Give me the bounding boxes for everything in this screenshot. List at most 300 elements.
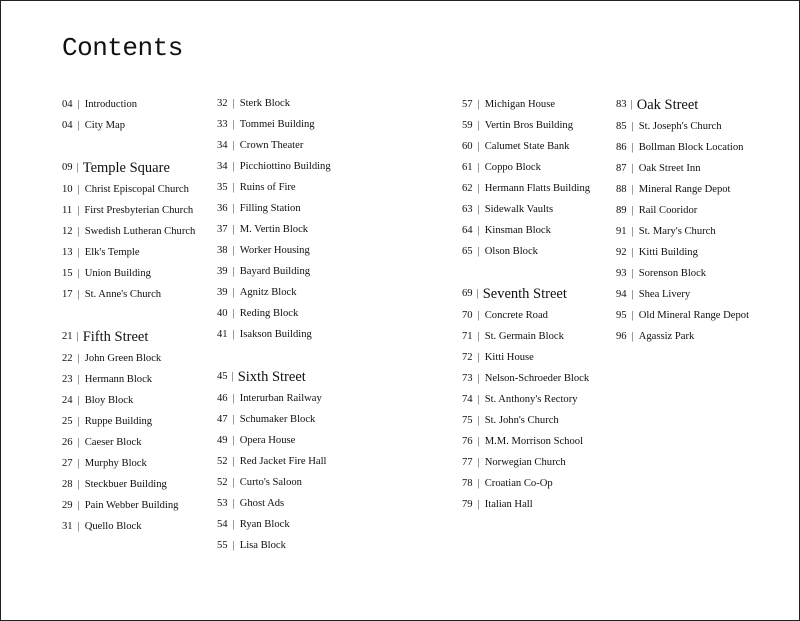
separator-bar: | bbox=[477, 415, 480, 426]
entry-title: Kitti Building bbox=[638, 247, 698, 258]
entry-title: Michigan House bbox=[484, 99, 556, 110]
toc-entry[interactable] bbox=[462, 241, 590, 262]
entry-title: Elk's Temple bbox=[84, 247, 140, 258]
page-number: 77 bbox=[462, 457, 473, 468]
page-number: 17 bbox=[62, 289, 73, 300]
entry-title: Coppo Block bbox=[484, 162, 541, 173]
toc-entry[interactable] bbox=[462, 115, 590, 136]
entry-title: Croatian Co-Op bbox=[484, 478, 553, 489]
separator-bar: | bbox=[77, 521, 80, 532]
entry-title: Nelson-Schroeder Block bbox=[484, 373, 590, 384]
entry-title: Ruins of Fire bbox=[239, 182, 296, 193]
page-number: 09 bbox=[62, 162, 73, 173]
toc-entry[interactable] bbox=[217, 409, 331, 430]
separator-bar: | bbox=[631, 184, 634, 195]
separator-bar: | bbox=[232, 519, 235, 530]
section-gap bbox=[462, 262, 590, 283]
separator-bar: | bbox=[477, 499, 480, 510]
separator-bar: | bbox=[631, 289, 634, 300]
separator-bar: | bbox=[232, 540, 235, 551]
separator-bar: | bbox=[232, 140, 235, 151]
toc-entry[interactable] bbox=[62, 200, 195, 221]
page-number: 10 bbox=[62, 184, 73, 195]
separator-bar: | bbox=[76, 162, 79, 173]
separator-bar: | bbox=[477, 331, 480, 342]
separator-bar: | bbox=[76, 331, 79, 342]
separator-bar: | bbox=[232, 329, 235, 340]
page-number: 89 bbox=[616, 205, 627, 216]
entry-title: Bollman Block Location bbox=[638, 142, 744, 153]
toc-entry[interactable] bbox=[62, 474, 195, 495]
separator-bar: | bbox=[630, 99, 633, 110]
separator-bar: | bbox=[77, 289, 80, 300]
page-number: 95 bbox=[616, 310, 627, 321]
section-title: Sixth Street bbox=[237, 369, 306, 385]
entry-title: Ruppe Building bbox=[84, 416, 153, 427]
page-number: 33 bbox=[217, 119, 228, 130]
page-number: 54 bbox=[217, 519, 228, 530]
page-number: 28 bbox=[62, 479, 73, 490]
toc-entry[interactable] bbox=[217, 493, 331, 514]
page-number: 13 bbox=[62, 247, 73, 258]
page-number: 71 bbox=[462, 331, 473, 342]
entry-title: Shea Livery bbox=[638, 289, 691, 300]
entry-title: Norwegian Church bbox=[484, 457, 566, 468]
entry-title: Oak Street Inn bbox=[638, 163, 701, 174]
toc-entry[interactable] bbox=[62, 179, 195, 200]
page-number: 22 bbox=[62, 353, 73, 364]
separator-bar: | bbox=[477, 141, 480, 152]
toc-entry[interactable] bbox=[217, 535, 331, 556]
entry-title: Bloy Block bbox=[84, 395, 134, 406]
toc-column-1 bbox=[62, 94, 195, 537]
section-title: Temple Square bbox=[82, 160, 170, 176]
toc-block bbox=[462, 94, 590, 262]
entry-title: Old Mineral Range Depot bbox=[638, 310, 750, 321]
entry-title: Calumet State Bank bbox=[484, 141, 570, 152]
toc-entry[interactable] bbox=[616, 326, 749, 347]
separator-bar: | bbox=[631, 268, 634, 279]
separator-bar: | bbox=[77, 395, 80, 406]
section-gap bbox=[62, 136, 195, 157]
entry-title: Bayard Building bbox=[239, 266, 311, 277]
entry-title: Italian Hall bbox=[484, 499, 533, 510]
toc-entry[interactable] bbox=[462, 410, 590, 431]
entry-title: Pain Webber Building bbox=[84, 500, 179, 511]
page-number: 93 bbox=[616, 268, 627, 279]
toc-entry[interactable] bbox=[62, 432, 195, 453]
entry-title: Quello Block bbox=[84, 521, 142, 532]
separator-bar: | bbox=[631, 163, 634, 174]
page-number: 79 bbox=[462, 499, 473, 510]
toc-block bbox=[217, 366, 331, 556]
page-number: 88 bbox=[616, 184, 627, 195]
toc-entry[interactable] bbox=[217, 514, 331, 535]
toc-entry[interactable] bbox=[217, 430, 331, 451]
entry-title: Crown Theater bbox=[239, 140, 304, 151]
toc-entry[interactable] bbox=[62, 221, 195, 242]
entry-title: Concrete Road bbox=[484, 310, 548, 321]
toc-entry[interactable] bbox=[616, 116, 749, 137]
entry-title: Introduction bbox=[84, 99, 138, 110]
entry-title: Worker Housing bbox=[239, 245, 310, 256]
separator-bar: | bbox=[232, 182, 235, 193]
entry-title: Tommei Building bbox=[239, 119, 315, 130]
section-gap bbox=[217, 345, 331, 366]
entry-title: Hermann Flatts Building bbox=[484, 183, 591, 194]
entry-title: Red Jacket Fire Hall bbox=[239, 456, 327, 467]
toc-entry[interactable] bbox=[462, 136, 590, 157]
entry-title: St. Anne's Church bbox=[84, 289, 162, 300]
toc-entry[interactable] bbox=[616, 137, 749, 158]
toc-entry[interactable] bbox=[62, 453, 195, 474]
toc-entry[interactable] bbox=[462, 368, 590, 389]
page-title: Contents bbox=[62, 33, 183, 63]
toc-entry[interactable] bbox=[462, 452, 590, 473]
page-number: 26 bbox=[62, 437, 73, 448]
page-number: 36 bbox=[217, 203, 228, 214]
separator-bar: | bbox=[77, 374, 80, 385]
separator-bar: | bbox=[477, 457, 480, 468]
entry-title: Reding Block bbox=[239, 308, 299, 319]
entry-title: Filling Station bbox=[239, 203, 301, 214]
toc-entry[interactable] bbox=[217, 451, 331, 472]
separator-bar: | bbox=[477, 120, 480, 131]
separator-bar: | bbox=[77, 268, 80, 279]
toc-entry[interactable] bbox=[217, 240, 331, 261]
page-number: 57 bbox=[462, 99, 473, 110]
entry-title: First Presbyterian Church bbox=[84, 205, 194, 216]
toc-entry[interactable] bbox=[62, 495, 195, 516]
toc-entry[interactable] bbox=[616, 221, 749, 242]
entry-title: Lisa Block bbox=[239, 540, 286, 551]
page-number: 21 bbox=[62, 331, 73, 342]
toc-entry[interactable] bbox=[217, 261, 331, 282]
entry-title: St. Joseph's Church bbox=[638, 121, 722, 132]
page-number: 69 bbox=[462, 288, 473, 299]
section-gap bbox=[62, 305, 195, 326]
entry-title: St. John's Church bbox=[484, 415, 559, 426]
page-number: 53 bbox=[217, 498, 228, 509]
page-number: 65 bbox=[462, 246, 473, 257]
entry-title: Sterk Block bbox=[239, 98, 291, 109]
entry-title: Schumaker Block bbox=[239, 414, 316, 425]
toc-entry[interactable] bbox=[217, 93, 331, 114]
page-number: 96 bbox=[616, 331, 627, 342]
page-number: 92 bbox=[616, 247, 627, 258]
entry-title: Sorenson Block bbox=[638, 268, 707, 279]
separator-bar: | bbox=[477, 352, 480, 363]
separator-bar: | bbox=[77, 479, 80, 490]
entry-title: Agassiz Park bbox=[638, 331, 695, 342]
page-number: 73 bbox=[462, 373, 473, 384]
entry-title: Opera House bbox=[239, 435, 296, 446]
entry-title: Sidewalk Vaults bbox=[484, 204, 554, 215]
page-number: 94 bbox=[616, 289, 627, 300]
page-number: 04 bbox=[62, 120, 73, 131]
page-number: 47 bbox=[217, 414, 228, 425]
section-title: Seventh Street bbox=[482, 286, 567, 302]
separator-bar: | bbox=[477, 373, 480, 384]
entry-title: Ryan Block bbox=[239, 519, 290, 530]
page-number: 37 bbox=[217, 224, 228, 235]
separator-bar: | bbox=[631, 247, 634, 258]
page-number: 12 bbox=[62, 226, 73, 237]
toc-section-heading[interactable] bbox=[62, 326, 195, 348]
page-number: 34 bbox=[217, 161, 228, 172]
entry-title: Vertin Bros Building bbox=[484, 120, 574, 131]
separator-bar: | bbox=[631, 142, 634, 153]
page-number: 87 bbox=[616, 163, 627, 174]
page-number: 86 bbox=[616, 142, 627, 153]
entry-title: Picchiottino Building bbox=[239, 161, 331, 172]
entry-title: Steckbuer Building bbox=[84, 479, 167, 490]
toc-column-2 bbox=[217, 93, 331, 556]
page-number: 59 bbox=[462, 120, 473, 131]
separator-bar: | bbox=[477, 183, 480, 194]
separator-bar: | bbox=[231, 371, 234, 382]
toc-entry[interactable] bbox=[217, 198, 331, 219]
toc-entry[interactable] bbox=[462, 431, 590, 452]
entry-title: Hermann Block bbox=[84, 374, 153, 385]
page-number: 46 bbox=[217, 393, 228, 404]
separator-bar: | bbox=[631, 121, 634, 132]
separator-bar: | bbox=[477, 478, 480, 489]
toc-entry[interactable] bbox=[217, 303, 331, 324]
separator-bar: | bbox=[477, 246, 480, 257]
separator-bar: | bbox=[631, 331, 634, 342]
separator-bar: | bbox=[232, 498, 235, 509]
toc-entry[interactable] bbox=[217, 219, 331, 240]
page-number: 75 bbox=[462, 415, 473, 426]
separator-bar: | bbox=[77, 205, 80, 216]
separator-bar: | bbox=[77, 226, 80, 237]
toc-entry[interactable] bbox=[462, 326, 590, 347]
toc-entry[interactable] bbox=[462, 199, 590, 220]
toc-entry[interactable] bbox=[62, 94, 195, 115]
separator-bar: | bbox=[477, 99, 480, 110]
page-number: 70 bbox=[462, 310, 473, 321]
section-title: Fifth Street bbox=[82, 329, 149, 345]
separator-bar: | bbox=[477, 394, 480, 405]
page-number: 23 bbox=[62, 374, 73, 385]
separator-bar: | bbox=[232, 245, 235, 256]
toc-entry[interactable] bbox=[62, 263, 195, 284]
page-number: 38 bbox=[217, 245, 228, 256]
toc-entry[interactable] bbox=[62, 284, 195, 305]
entry-title: St. Mary's Church bbox=[638, 226, 716, 237]
toc-entry[interactable] bbox=[217, 135, 331, 156]
toc-entry[interactable] bbox=[62, 348, 195, 369]
separator-bar: | bbox=[77, 500, 80, 511]
toc-block bbox=[62, 326, 195, 537]
toc-entry[interactable] bbox=[217, 114, 331, 135]
page-number: 27 bbox=[62, 458, 73, 469]
entry-title: Murphy Block bbox=[84, 458, 147, 469]
toc-section-heading[interactable] bbox=[462, 283, 590, 305]
toc-entry[interactable] bbox=[616, 263, 749, 284]
toc-entry[interactable] bbox=[616, 242, 749, 263]
page-number: 55 bbox=[217, 540, 228, 551]
separator-bar: | bbox=[232, 477, 235, 488]
separator-bar: | bbox=[631, 205, 634, 216]
toc-entry[interactable] bbox=[616, 284, 749, 305]
page-number: 78 bbox=[462, 478, 473, 489]
entry-title: Ghost Ads bbox=[239, 498, 285, 509]
page-number: 60 bbox=[462, 141, 473, 152]
page-number: 35 bbox=[217, 182, 228, 193]
entry-title: Olson Block bbox=[484, 246, 538, 257]
toc-entry[interactable] bbox=[462, 178, 590, 199]
separator-bar: | bbox=[77, 437, 80, 448]
toc-entry[interactable] bbox=[462, 347, 590, 368]
entry-title: Swedish Lutheran Church bbox=[84, 226, 196, 237]
separator-bar: | bbox=[232, 203, 235, 214]
separator-bar: | bbox=[232, 224, 235, 235]
toc-block bbox=[62, 94, 195, 136]
entry-title: St. Anthony's Rectory bbox=[484, 394, 578, 405]
separator-bar: | bbox=[77, 120, 80, 131]
toc-entry[interactable] bbox=[217, 156, 331, 177]
section-title: Oak Street bbox=[636, 97, 699, 113]
page-number: 34 bbox=[217, 140, 228, 151]
page-number: 32 bbox=[217, 98, 228, 109]
page-number: 45 bbox=[217, 371, 228, 382]
toc-entry[interactable] bbox=[462, 305, 590, 326]
entry-title: Kinsman Block bbox=[484, 225, 551, 236]
separator-bar: | bbox=[232, 161, 235, 172]
toc-entry[interactable] bbox=[616, 179, 749, 200]
entry-title: Agnitz Block bbox=[239, 287, 297, 298]
entry-title: Mineral Range Depot bbox=[638, 184, 731, 195]
separator-bar: | bbox=[77, 184, 80, 195]
page-number: 61 bbox=[462, 162, 473, 173]
page-number: 41 bbox=[217, 329, 228, 340]
toc-entry[interactable] bbox=[62, 115, 195, 136]
page-number: 72 bbox=[462, 352, 473, 363]
toc-block bbox=[62, 157, 195, 305]
separator-bar: | bbox=[77, 353, 80, 364]
separator-bar: | bbox=[232, 456, 235, 467]
toc-entry[interactable] bbox=[462, 389, 590, 410]
page-number: 49 bbox=[217, 435, 228, 446]
toc-entry[interactable] bbox=[217, 177, 331, 198]
toc-entry[interactable] bbox=[62, 369, 195, 390]
page-number: 83 bbox=[616, 99, 627, 110]
separator-bar: | bbox=[477, 225, 480, 236]
separator-bar: | bbox=[232, 266, 235, 277]
page-number: 15 bbox=[62, 268, 73, 279]
toc-entry[interactable] bbox=[62, 242, 195, 263]
page-number: 11 bbox=[62, 205, 73, 216]
separator-bar: | bbox=[77, 247, 80, 258]
separator-bar: | bbox=[631, 226, 634, 237]
toc-entry[interactable] bbox=[217, 472, 331, 493]
entry-title: Kitti House bbox=[484, 352, 534, 363]
page-number: 76 bbox=[462, 436, 473, 447]
page-number: 85 bbox=[616, 121, 627, 132]
toc-column-4 bbox=[616, 94, 749, 347]
toc-entry[interactable] bbox=[462, 94, 590, 115]
separator-bar: | bbox=[232, 308, 235, 319]
toc-entry[interactable] bbox=[616, 305, 749, 326]
toc-block bbox=[616, 94, 749, 347]
separator-bar: | bbox=[77, 99, 80, 110]
toc-block bbox=[462, 283, 590, 515]
entry-title: M. Vertin Block bbox=[239, 224, 309, 235]
toc-entry[interactable] bbox=[62, 411, 195, 432]
separator-bar: | bbox=[232, 119, 235, 130]
page-number: 52 bbox=[217, 456, 228, 467]
separator-bar: | bbox=[77, 416, 80, 427]
toc-section-heading[interactable] bbox=[217, 366, 331, 388]
toc-section-heading[interactable] bbox=[62, 157, 195, 179]
separator-bar: | bbox=[477, 436, 480, 447]
separator-bar: | bbox=[77, 458, 80, 469]
entry-title: City Map bbox=[84, 120, 126, 131]
toc-entry[interactable] bbox=[217, 282, 331, 303]
separator-bar: | bbox=[232, 287, 235, 298]
toc-entry[interactable] bbox=[62, 516, 195, 537]
page-number: 31 bbox=[62, 521, 73, 532]
separator-bar: | bbox=[232, 98, 235, 109]
toc-column-3 bbox=[462, 94, 590, 515]
entry-title: Caeser Block bbox=[84, 437, 142, 448]
toc-entry[interactable] bbox=[616, 158, 749, 179]
toc-entry[interactable] bbox=[462, 220, 590, 241]
entry-title: Curto's Saloon bbox=[239, 477, 302, 488]
entry-title: Isakson Building bbox=[239, 329, 312, 340]
separator-bar: | bbox=[631, 310, 634, 321]
separator-bar: | bbox=[477, 204, 480, 215]
entry-title: Christ Episcopal Church bbox=[84, 184, 189, 195]
page-number: 04 bbox=[62, 99, 73, 110]
entry-title: St. Germain Block bbox=[484, 331, 564, 342]
toc-entry[interactable] bbox=[462, 473, 590, 494]
separator-bar: | bbox=[232, 414, 235, 425]
page-number: 52 bbox=[217, 477, 228, 488]
page-number: 74 bbox=[462, 394, 473, 405]
page-number: 64 bbox=[462, 225, 473, 236]
entry-title: Interurban Railway bbox=[239, 393, 322, 404]
page-number: 25 bbox=[62, 416, 73, 427]
toc-entry[interactable] bbox=[462, 157, 590, 178]
toc-entry[interactable] bbox=[616, 200, 749, 221]
page-number: 24 bbox=[62, 395, 73, 406]
toc-section-heading[interactable] bbox=[616, 94, 749, 116]
toc-entry[interactable] bbox=[462, 494, 590, 515]
separator-bar: | bbox=[232, 393, 235, 404]
toc-block bbox=[217, 93, 331, 345]
page-number: 62 bbox=[462, 183, 473, 194]
page-number: 29 bbox=[62, 500, 73, 511]
entry-title: M.M. Morrison School bbox=[484, 436, 584, 447]
toc-entry[interactable] bbox=[62, 390, 195, 411]
page-number: 39 bbox=[217, 266, 228, 277]
separator-bar: | bbox=[477, 310, 480, 321]
separator-bar: | bbox=[232, 435, 235, 446]
page-number: 40 bbox=[217, 308, 228, 319]
separator-bar: | bbox=[477, 162, 480, 173]
entry-title: John Green Block bbox=[84, 353, 162, 364]
toc-entry[interactable] bbox=[217, 324, 331, 345]
entry-title: Union Building bbox=[84, 268, 151, 279]
separator-bar: | bbox=[476, 288, 479, 299]
toc-entry[interactable] bbox=[217, 388, 331, 409]
page-number: 63 bbox=[462, 204, 473, 215]
entry-title: Rail Cooridor bbox=[638, 205, 698, 216]
page-number: 91 bbox=[616, 226, 627, 237]
